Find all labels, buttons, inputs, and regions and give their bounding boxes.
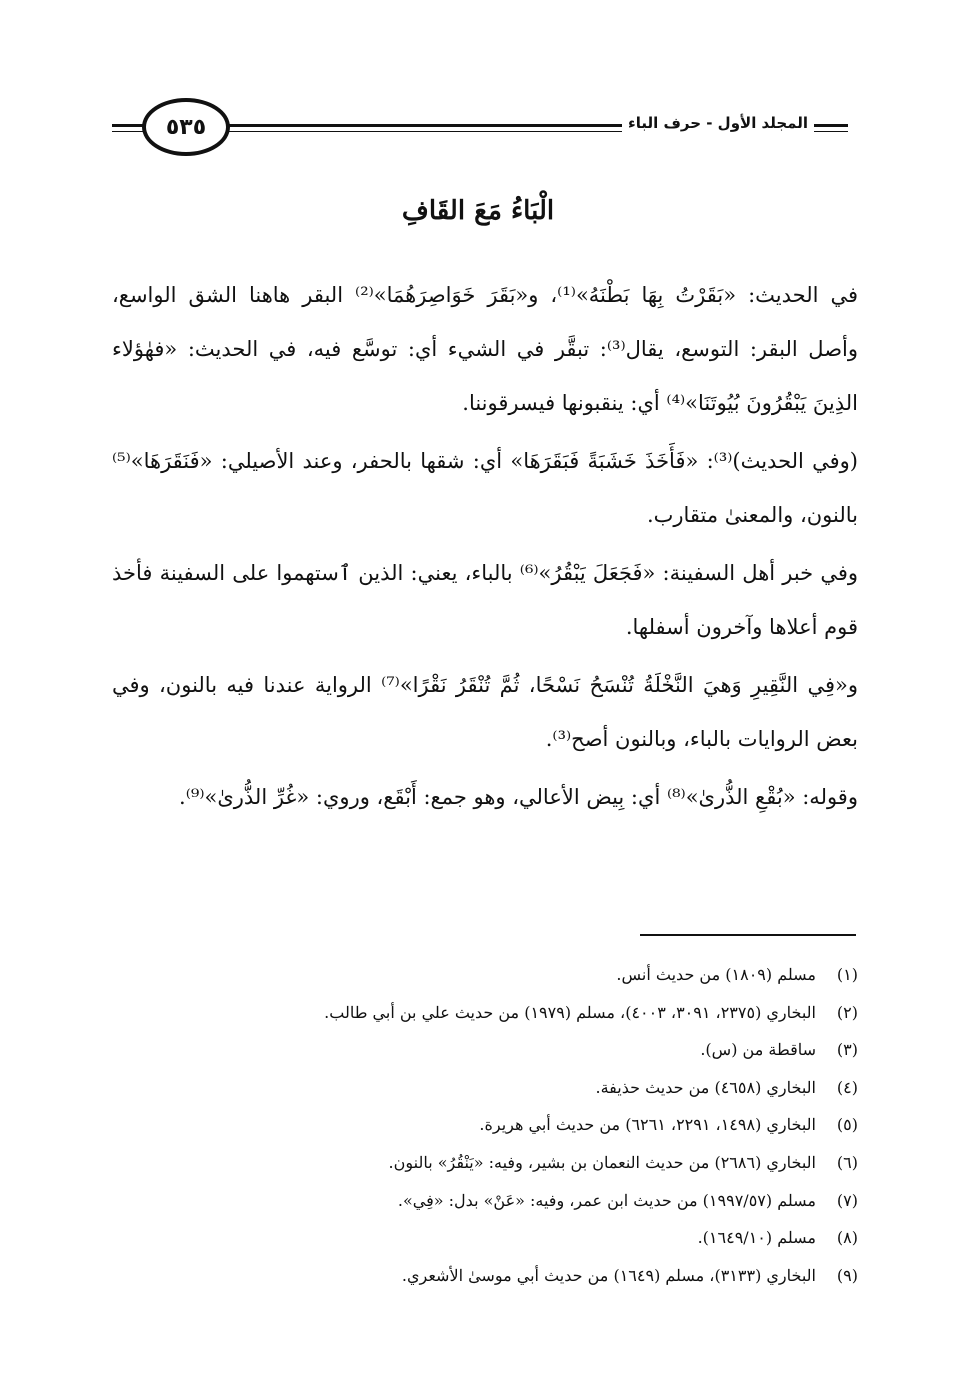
paragraph: وقوله: «بُقْعِ الذُّرىٰ»⁽⁸⁾ أي: بِيض الأعالي، وهو جمع: أَبْقَع، وروي: «غُرِّ الذُّرىٰ»⁽⁹⁾. — [179, 785, 858, 809]
footnote-number: (٤) — [836, 1077, 858, 1097]
footnote-text: البخاري (٢٦٨٦) من حديث النعمان بن بشير، وفيه: «يَنْقُرُ» بالنون. — [388, 1152, 816, 1172]
footnote-text: ساقطة من (س). — [700, 1040, 816, 1060]
footnote-text: البخاري (١٤٩٨، ٢٢٩١، ٦٢٦١) من حديث أبي هريرة. — [479, 1115, 816, 1135]
footnote-item — [112, 1031, 858, 1069]
body-text — [112, 268, 858, 824]
footnote-text: البخاري (٢٣٧٥، ٣٠٩١، ٤٠٠٣)، مسلم (١٩٧٩) من حديث علي بن أبي طالب. — [324, 1002, 816, 1022]
footnote-item — [112, 1257, 858, 1295]
page-header — [112, 98, 848, 162]
footnote-item — [112, 1106, 858, 1144]
footnote-item — [112, 1069, 858, 1107]
paragraph: (وفي الحديث)⁽³⁾: «فَأَخَذَ خَشَبَةً فَبَقَرَهَا» أي: شقها بالحفر، وعند الأصيلي: «فَنَقَرَهَا»⁽⁵⁾ بالنون، والمعنىٰ متقارب. — [112, 449, 858, 527]
footnote-item — [112, 956, 858, 994]
paragraph: في الحديث: «بَقَرْتُ بِهَا بَطْنَهُ»⁽¹⁾، و«بَقَرَ خَوَاصِرَهُمَا»⁽²⁾ البقر هاهنا الشق الواسع، وأصل البقر: التوسع، يقال⁽³⁾: تبقَّر في الشيء أي: توسَّع فيه، في الحديث: «فهٰؤلاء الذِينَ يَبْقُرُونَ بُيُوتَنَا»⁽⁴⁾ أي: ينقبونها فيسرقوننا. — [112, 283, 858, 415]
footnote-text: البخاري (٣١٣٣)، مسلم (١٦٤٩) من حديث أبي موسىٰ الأشعري. — [401, 1265, 816, 1285]
footnotes-list — [112, 956, 858, 1294]
footnote-separator — [640, 934, 856, 936]
running-title: المجلد الأول - حرف الباء — [622, 114, 814, 132]
footnote-item — [112, 1219, 858, 1257]
footnote-text: مسلم (١٨٠٩) من حديث أنس. — [616, 965, 816, 984]
footnote-item — [112, 1144, 858, 1182]
paragraph: وفي خبر أهل السفينة: «فَجَعَلَ يَبْقُرُ»⁽⁶⁾ بالباء، يعني: الذين ٱستهموا على السفينة فأخذ قوم أعلاها وآخرون أسفلها. — [112, 561, 858, 639]
footnote-item — [112, 994, 858, 1032]
footnote-number: (٦) — [836, 1152, 858, 1172]
section-title: الْبَاءُ مَعَ القَافِ — [401, 196, 555, 226]
footnote-text: مسلم (١٩٩٧/٥٧) من حديث ابن عمر، وفيه: «عَنْ» بدل: «فِي». — [397, 1190, 816, 1210]
footnote-number: (٩) — [836, 1265, 858, 1285]
footnote-number: (٨) — [836, 1228, 858, 1248]
footnote-number: (١) — [836, 965, 858, 984]
page-number: ٥٣٥ — [142, 98, 230, 156]
footnote-text: البخاري (٤٦٥٨) من حديث حذيفة. — [595, 1077, 816, 1097]
footnote-item — [112, 1182, 858, 1220]
footnote-text: مسلم (١٦٤٩/١٠). — [697, 1228, 816, 1248]
footnote-number: (٢) — [836, 1002, 858, 1022]
footnote-number: (٣) — [836, 1040, 858, 1060]
paragraph: و«فِي النَّقِيرِ وَهيَ النَّخْلَةُ تُنْسَحُ نَسْحًا، ثُمَّ تُنْقَرُ نَقْرًا»⁽⁷⁾ الرواية عندنا فيه بالنون، وفي بعض الروايات بالباء، وبالنون أصح⁽³⁾. — [112, 673, 858, 751]
footnote-number: (٥) — [836, 1115, 858, 1135]
footnote-number: (٧) — [836, 1190, 858, 1210]
